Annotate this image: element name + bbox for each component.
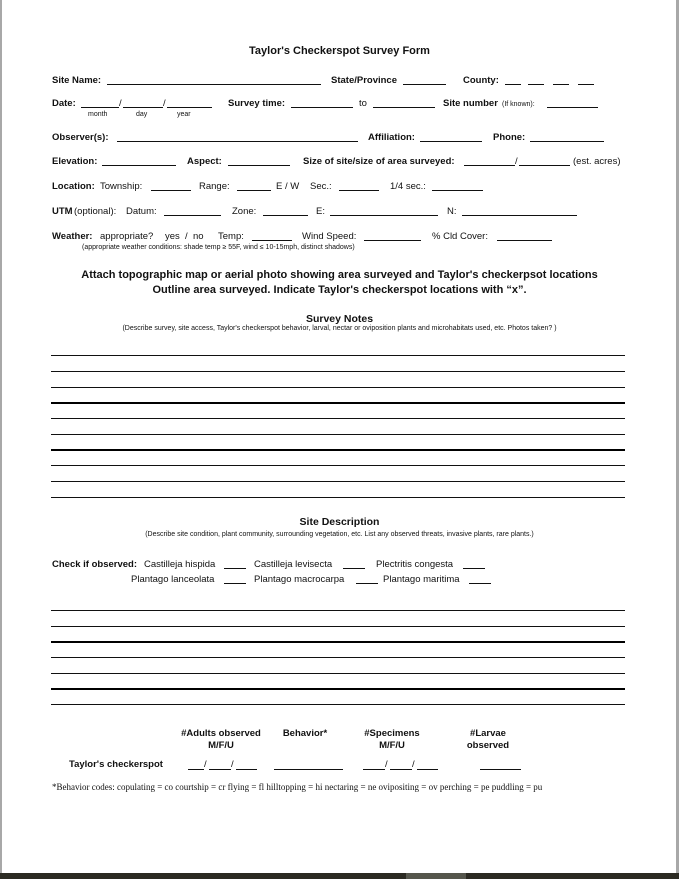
survey-notes-line[interactable]: [51, 418, 625, 419]
site-description-title: Site Description: [299, 516, 380, 528]
site-name-label: Site Name:: [52, 75, 102, 86]
range-field[interactable]: [237, 190, 271, 191]
affiliation-label: Affiliation:: [368, 132, 415, 143]
county-field-2[interactable]: [528, 84, 544, 85]
adults-unknown-field[interactable]: [236, 769, 257, 770]
plant-plantago-lanceolata: Plantago lanceolata: [131, 574, 215, 585]
site-name-field[interactable]: [107, 84, 321, 85]
survey-time-start-field[interactable]: [291, 107, 353, 108]
day-caption: day: [136, 111, 148, 118]
survey-notes-line[interactable]: [51, 497, 625, 498]
survey-notes-title: Survey Notes: [305, 313, 374, 325]
township-label: Township:: [100, 181, 143, 192]
plant-plectritis-congesta: Plectritis congesta: [376, 559, 454, 570]
plant-plantago-maritima-check[interactable]: [469, 583, 491, 584]
cloud-field[interactable]: [497, 240, 552, 241]
survey-notes-line[interactable]: [51, 402, 625, 404]
e-label: E:: [316, 206, 325, 217]
specimens-header-line2: M/F/U: [379, 740, 405, 751]
survey-time-end-field[interactable]: [373, 107, 435, 108]
range-label: Range:: [199, 181, 230, 192]
specimens-header-line1: #Specimens: [364, 728, 420, 739]
location-label: Location:: [52, 181, 95, 192]
quarter-sec-label: 1/4 sec.:: [390, 181, 426, 192]
yes-no-option[interactable]: yes / no: [165, 231, 204, 242]
survey-notes-line[interactable]: [51, 371, 625, 372]
size-label: Size of site/size of area surveyed:: [303, 156, 455, 167]
ew-label: E / W: [276, 181, 300, 192]
to-label: to: [359, 98, 367, 109]
slash: /: [231, 759, 234, 770]
specimens-male-field[interactable]: [363, 769, 385, 770]
temp-field[interactable]: [252, 240, 292, 241]
zone-label: Zone:: [232, 206, 257, 217]
date-slash: /: [163, 98, 166, 109]
wind-label: Wind Speed:: [302, 231, 357, 242]
scrollbar-thumb[interactable]: [406, 873, 466, 879]
site-number-label: Site number: [443, 98, 498, 109]
phone-label: Phone:: [493, 132, 526, 143]
year-caption: year: [177, 111, 191, 118]
appropriate-label: appropriate?: [100, 231, 154, 242]
datum-field[interactable]: [164, 215, 221, 216]
county-label: County:: [463, 75, 499, 86]
zone-field[interactable]: [263, 215, 308, 216]
adults-header: [175, 728, 267, 752]
n-label: N:: [447, 206, 457, 217]
elevation-label: Elevation:: [52, 156, 98, 167]
plant-plantago-macrocarpa-check[interactable]: [356, 583, 378, 584]
county-field-1[interactable]: [505, 84, 521, 85]
adults-header-line2: M/F/U: [208, 740, 234, 751]
state-label: State/Province: [331, 75, 397, 86]
specimens-female-field[interactable]: [390, 769, 412, 770]
behavior-header: [275, 728, 335, 740]
quarter-sec-field[interactable]: [432, 190, 483, 191]
behavior-codes-legend: *Behavior codes: copulating = co courtship = cr flying = fl hilltopping = hi nectaring = ne ovipositing = ov perching = pe puddling = pu: [52, 782, 543, 792]
site-description-hint: (Describe site condition, plant community, surrounding vegetation, etc. List any observed threats, invasive plants, rare plants.): [145, 531, 534, 538]
aspect-label: Aspect:: [187, 156, 222, 167]
survey-notes-line[interactable]: [51, 387, 625, 388]
horizontal-scrollbar[interactable]: [0, 873, 679, 879]
temp-label: Temp:: [218, 231, 244, 242]
site-description-line[interactable]: [51, 688, 625, 690]
behavior-field[interactable]: [274, 769, 343, 770]
date-slash: /: [119, 98, 122, 109]
site-number-hint: (If known):: [502, 101, 535, 108]
date-month-field[interactable]: [81, 107, 119, 108]
attach-instruction-1: Attach topographic map or aerial photo showing area surveyed and Taylor's checkerpsot locations: [81, 269, 598, 281]
species-row-label: Taylor's checkerspot: [69, 759, 163, 770]
page-left-border: [0, 0, 2, 873]
phone-field[interactable]: [530, 141, 604, 142]
attach-instruction-2: Outline area surveyed. Indicate Taylor's checkerspot locations with “x”.: [152, 284, 527, 296]
site-description-line[interactable]: [51, 610, 625, 611]
survey-notes-hint: (Describe survey, site access, Taylor's checkerspot behavior, larval, nectar or oviposition plants and microhabitats used, etc. Photos taken? ): [122, 325, 557, 332]
plant-plantago-lanceolata-check[interactable]: [224, 583, 246, 584]
sec-field[interactable]: [339, 190, 379, 191]
plant-castilleja-levisecta: Castilleja levisecta: [254, 559, 333, 570]
area-surveyed-field[interactable]: [519, 165, 570, 166]
site-size-field[interactable]: [464, 165, 515, 166]
survey-notes-line[interactable]: [51, 434, 625, 435]
check-observed-label: Check if observed:: [52, 559, 137, 570]
weather-note: (appropriate weather conditions: shade temp ≥ 55F, wind ≤ 10-15mph, distinct shadows): [82, 244, 355, 251]
slash: /: [204, 759, 207, 770]
e-field[interactable]: [330, 215, 438, 216]
site-description-line[interactable]: [51, 657, 625, 658]
county-field-3[interactable]: [553, 84, 569, 85]
site-description-line[interactable]: [51, 641, 625, 643]
page-title: Taylor's Checkerspot Survey Form: [249, 45, 430, 57]
size-slash: /: [515, 156, 518, 167]
site-description-line[interactable]: [51, 673, 625, 674]
month-caption: month: [88, 111, 108, 118]
date-day-field[interactable]: [123, 107, 163, 108]
sec-label: Sec.:: [310, 181, 332, 192]
datum-label: Datum:: [126, 206, 157, 217]
survey-notes-line[interactable]: [51, 465, 625, 466]
slash: /: [385, 759, 388, 770]
specimens-header: [352, 728, 432, 752]
larvae-header-line2: observed: [466, 740, 510, 751]
n-field[interactable]: [462, 215, 577, 216]
larvae-header: [458, 728, 518, 752]
adults-male-field[interactable]: [188, 769, 204, 770]
plant-plectritis-congesta-check[interactable]: [463, 568, 485, 569]
observers-field[interactable]: [117, 141, 358, 142]
affiliation-field[interactable]: [420, 141, 482, 142]
specimens-unknown-field[interactable]: [417, 769, 438, 770]
site-number-field[interactable]: [547, 107, 598, 108]
utm-optional: (optional):: [74, 206, 117, 217]
survey-time-label: Survey time:: [228, 98, 286, 109]
larvae-field[interactable]: [480, 769, 521, 770]
plant-plantago-maritima: Plantago maritima: [383, 574, 460, 585]
slash: /: [412, 759, 415, 770]
adults-header-line1: #Adults observed: [181, 728, 261, 739]
plant-castilleja-levisecta-check[interactable]: [343, 568, 365, 569]
site-description-line[interactable]: [51, 704, 625, 705]
plant-castilleja-hispida: Castilleja hispida: [144, 559, 216, 570]
survey-notes-line[interactable]: [51, 355, 625, 356]
observers-label: Observer(s):: [52, 132, 109, 143]
weather-label: Weather:: [52, 231, 93, 242]
cloud-label: % Cld Cover:: [432, 231, 488, 242]
site-description-line[interactable]: [51, 626, 625, 627]
survey-notes-line[interactable]: [51, 481, 625, 482]
county-field-4[interactable]: [578, 84, 594, 85]
plant-castilleja-hispida-check[interactable]: [224, 568, 246, 569]
adults-female-field[interactable]: [209, 769, 231, 770]
larvae-header-line1: #Larvae: [470, 728, 506, 739]
wind-field[interactable]: [364, 240, 421, 241]
township-field[interactable]: [151, 190, 191, 191]
size-unit: (est. acres): [573, 156, 621, 167]
elevation-field[interactable]: [102, 165, 176, 166]
utm-label: UTM: [52, 206, 73, 217]
survey-notes-line[interactable]: [51, 449, 625, 451]
date-year-field[interactable]: [167, 107, 212, 108]
date-label: Date:: [52, 98, 76, 109]
plant-plantago-macrocarpa: Plantago macrocarpa: [254, 574, 345, 585]
state-field[interactable]: [403, 84, 446, 85]
aspect-field[interactable]: [228, 165, 290, 166]
behavior-header-line1: Behavior*: [282, 728, 328, 739]
